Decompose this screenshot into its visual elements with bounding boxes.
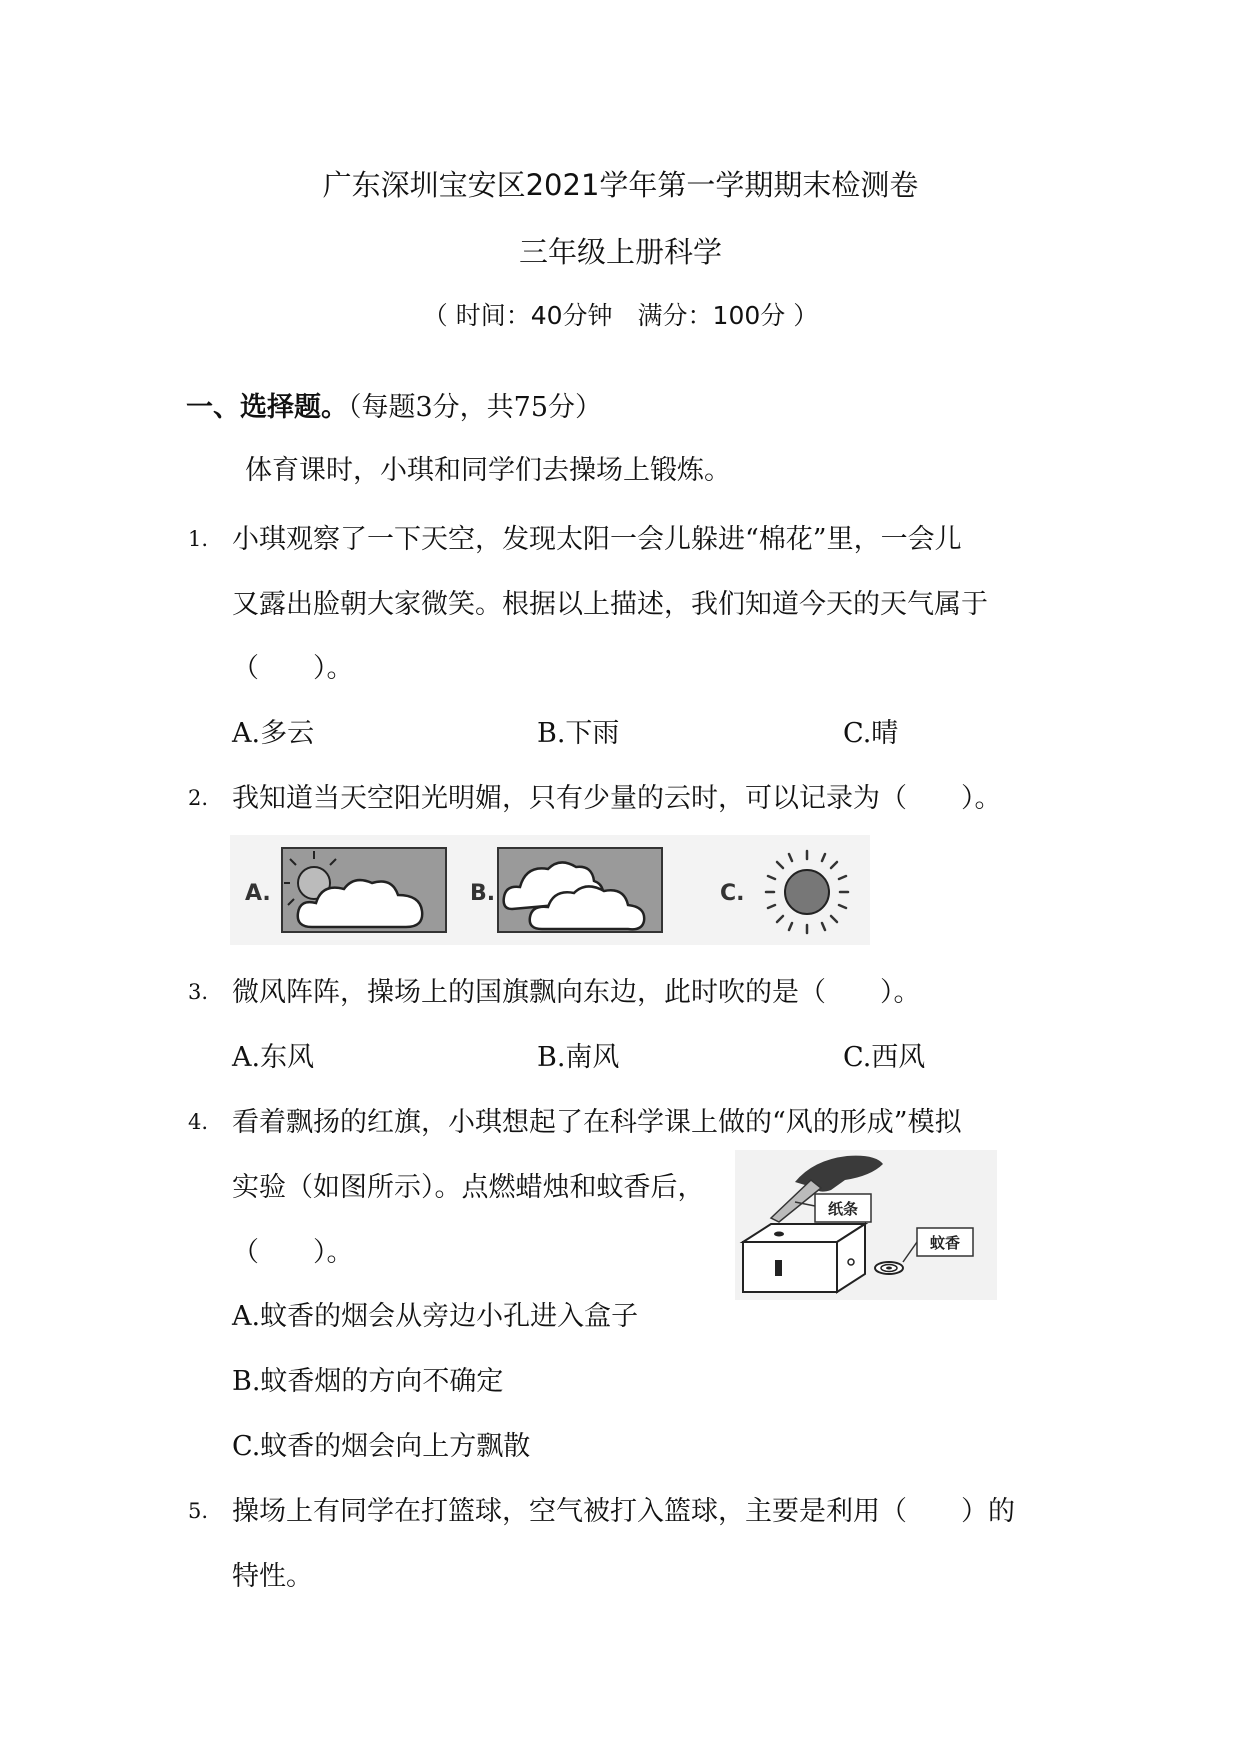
question-number: 3.	[188, 980, 209, 1004]
question-text-line: 微风阵阵，操场上的国旗飘向东边，此时吹的是（ ）。	[232, 977, 921, 1008]
exam-meta: （ 时间：40分钟 满分：100分 ）	[422, 301, 819, 330]
question-text-line: 特性。	[232, 1561, 313, 1592]
section-title: 一、选择题。	[186, 392, 348, 423]
option-a[interactable]: A.蚊香的烟会从旁边小孔进入盒子	[232, 1301, 639, 1332]
option-b-letter: B.	[470, 881, 496, 906]
question-text-line: 实验（如图所示）。点燃蜡烛和蚊香后，	[232, 1172, 705, 1203]
question-number: 4.	[188, 1110, 209, 1134]
option-a[interactable]: A.东风	[232, 1042, 315, 1073]
mosquito-coil-icon	[875, 1262, 903, 1274]
paper-strip-label: 纸条	[827, 1200, 859, 1218]
box-with-candle-icon	[743, 1224, 865, 1292]
question-text-line: 看着飘扬的红旗，小琪想起了在科学课上做的“风的形成”模拟	[232, 1107, 962, 1138]
experiment-figure	[735, 1150, 997, 1300]
section-heading	[186, 385, 602, 424]
option-b[interactable]: B.蚊香烟的方向不确定	[232, 1366, 504, 1397]
question-number: 5.	[188, 1499, 209, 1523]
exam-subtitle: 三年级上册科学	[518, 235, 722, 269]
option-c[interactable]: C.西风	[843, 1042, 926, 1073]
option-b[interactable]: B.南风	[537, 1042, 620, 1073]
option-b[interactable]: B.下雨	[537, 718, 620, 749]
question-text-line: 我知道当天空阳光明媚，只有少量的云时，可以记录为（ ）。	[232, 783, 1002, 814]
question-text-line: 又露出脸朝大家微笑。根据以上描述，我们知道今天的天气属于	[232, 589, 988, 620]
question-text-line: 小琪观察了一下天空，发现太阳一会儿躲进“棉花”里，一会儿	[232, 524, 962, 555]
option-a[interactable]: A.多云	[232, 718, 315, 749]
option-c[interactable]: C.蚊香的烟会向上方飘散	[232, 1431, 531, 1462]
question-text-line: （ ）。	[232, 653, 354, 684]
option-c[interactable]: C.晴	[843, 718, 899, 749]
section-note: （每题3分，共75分）	[348, 392, 603, 423]
option-b-image[interactable]	[470, 848, 662, 932]
question-number: 1.	[188, 527, 209, 551]
exam-title: 广东深圳宝安区2021学年第一学期期末检测卷	[322, 168, 919, 202]
mosquito-coil-label: 蚊香	[929, 1234, 961, 1252]
weather-options-figure	[230, 835, 870, 945]
section-intro: 体育课时，小琪和同学们去操场上锻炼。	[245, 455, 731, 486]
question-text-line: 操场上有同学在打篮球，空气被打入篮球，主要是利用（ ）的	[232, 1496, 1015, 1527]
question-text-line: （ ）。	[232, 1237, 354, 1268]
option-c-letter: C.	[720, 881, 745, 906]
option-a-letter: A.	[245, 881, 271, 906]
question-number: 2.	[188, 786, 209, 810]
